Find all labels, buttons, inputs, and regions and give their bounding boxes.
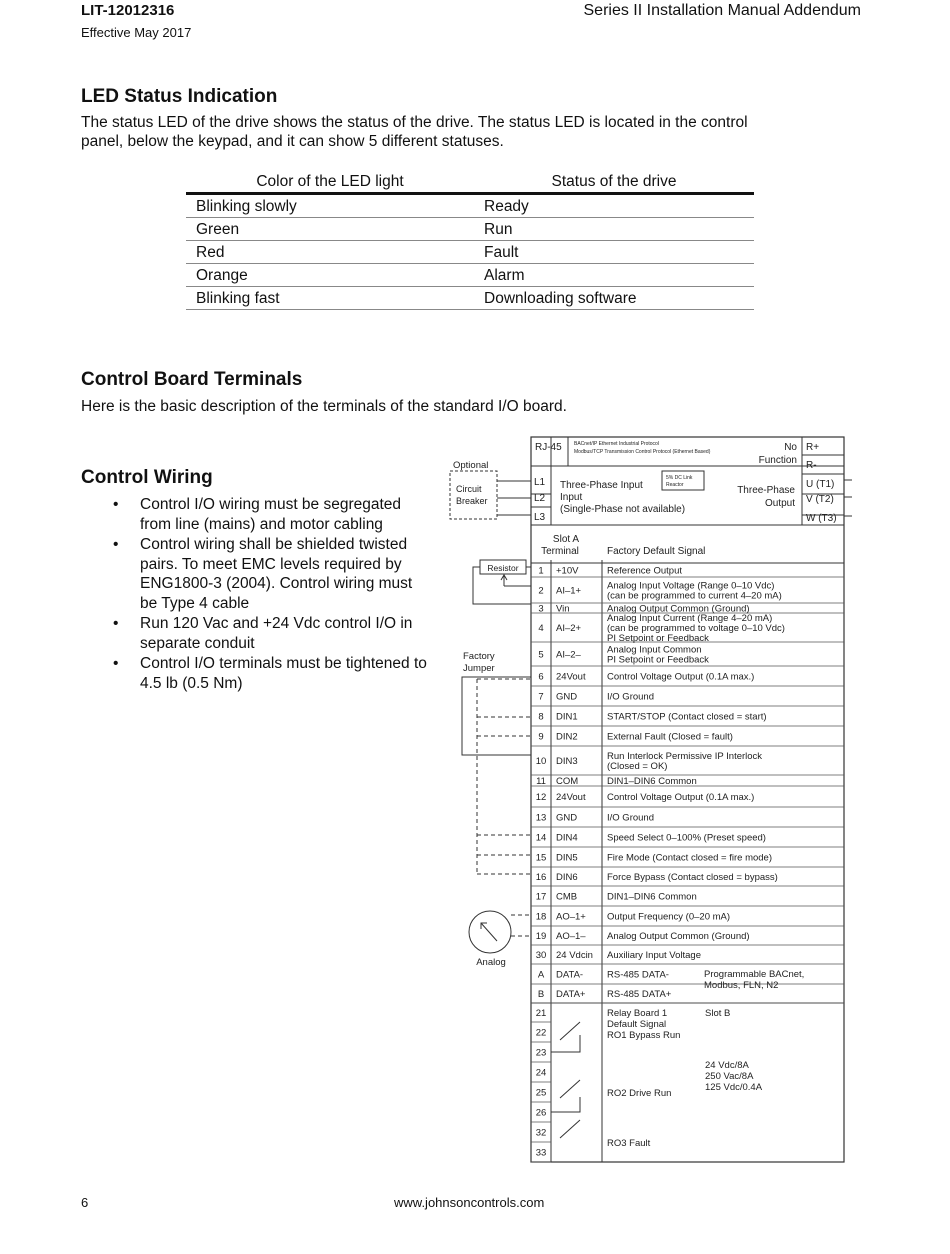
relay-rating: 24 Vdc/8A bbox=[705, 1060, 749, 1071]
terminal-name: DIN3 bbox=[556, 756, 578, 767]
terminal-number: 15 bbox=[535, 852, 547, 864]
terminal-description: Reference Output bbox=[607, 565, 682, 577]
terminal-name: COM bbox=[556, 776, 579, 787]
terminal-description: I/O Ground bbox=[607, 691, 654, 703]
led-color-cell: Orange bbox=[186, 264, 474, 287]
terminal-number: A bbox=[537, 969, 545, 981]
relay-board-label: RO1 Bypass Run bbox=[607, 1030, 681, 1041]
terminal-description: START/STOP (Contact closed = start) bbox=[607, 711, 767, 723]
led-status-table bbox=[186, 170, 754, 310]
optional-label: Optional bbox=[453, 460, 489, 471]
relay-terminal-number: 33 bbox=[535, 1147, 547, 1159]
document-id: LIT-12012316 bbox=[81, 2, 175, 19]
control-wiring-diagram bbox=[440, 430, 870, 1170]
terminal-description: External Fault (Closed = fault) bbox=[607, 731, 733, 743]
table-row bbox=[186, 218, 754, 241]
analog-label: Analog bbox=[476, 957, 506, 968]
terminals-description: Here is the basic description of the terminals of the standard I/O board. bbox=[81, 398, 567, 415]
relay-board-label: Relay Board 1 bbox=[607, 1008, 668, 1019]
input-label: Input bbox=[560, 492, 583, 503]
terminal-number: 1 bbox=[538, 565, 544, 577]
terminal-name: DATA+ bbox=[556, 989, 586, 1000]
slot-a-label: Terminal bbox=[541, 546, 579, 557]
terminal-name: GND bbox=[556, 812, 578, 824]
table-row bbox=[186, 194, 754, 218]
effective-date: Effective May 2017 bbox=[81, 25, 192, 40]
wiring-section-heading: Control Wiring bbox=[81, 467, 213, 488]
relay-terminal-number: 22 bbox=[535, 1027, 547, 1039]
terminal-number: 9 bbox=[538, 731, 544, 743]
relay-terminal-number: 25 bbox=[535, 1087, 547, 1099]
terminal-description: Control Voltage Output (0.1A max.) bbox=[607, 671, 755, 683]
relay-terminal-number: 21 bbox=[535, 1008, 547, 1019]
wiring-bullet-list bbox=[110, 495, 430, 694]
output-terminal: W (T3) bbox=[806, 513, 837, 524]
terminal-name: +10V bbox=[556, 565, 579, 577]
terminals-section-heading: Control Board Terminals bbox=[81, 369, 303, 390]
rj45-label: RJ-45 bbox=[535, 442, 562, 453]
input-label: (Single-Phase not available) bbox=[560, 504, 686, 515]
terminal-description: Analog Output Common (Ground) bbox=[607, 931, 750, 942]
no-function-label: No bbox=[784, 442, 797, 453]
terminal-name: DATA- bbox=[556, 969, 584, 981]
table-row bbox=[186, 264, 754, 287]
line-terminal: L2 bbox=[534, 493, 546, 504]
terminal-number: 5 bbox=[538, 649, 544, 661]
no-function-label: Function bbox=[758, 455, 797, 466]
r-terminal: R- bbox=[806, 460, 817, 471]
factory-jumper-label: Jumper bbox=[463, 663, 495, 674]
ro2-label: RO2 Drive Run bbox=[607, 1088, 672, 1099]
output-label: Output bbox=[764, 498, 795, 509]
relay-terminal-number: 24 bbox=[535, 1067, 547, 1079]
terminal-description: Output Frequency (0–20 mA) bbox=[607, 911, 731, 923]
breaker-label: Breaker bbox=[456, 496, 488, 506]
terminal-number: 4 bbox=[538, 623, 544, 634]
terminal-description: RS-485 DATA- bbox=[607, 969, 669, 981]
terminal-description: I/O Ground bbox=[607, 812, 654, 824]
column-header-status: Status of the drive bbox=[474, 170, 754, 194]
list-item: • Control I/O wiring must be segregated from line (mains) and motor cabling bbox=[110, 495, 430, 534]
list-item: • Control I/O terminals must be tightened to 4.5 lb (0.5 Nm) bbox=[110, 654, 430, 693]
terminal-number: 16 bbox=[535, 872, 547, 883]
terminal-description: Auxiliary Input Voltage bbox=[607, 950, 702, 961]
line-terminal: L1 bbox=[534, 477, 546, 488]
led-color-cell: Blinking slowly bbox=[186, 194, 474, 218]
table-row bbox=[186, 241, 754, 264]
r-terminal: R+ bbox=[806, 442, 820, 453]
terminal-description: (can be programmed to voltage 0–10 Vdc) bbox=[607, 623, 785, 634]
terminal-description: PI Setpoint or Feedback bbox=[607, 633, 709, 644]
protocol-line: Modbus/TCP Transmission Control Protocol (Ethernet Based) bbox=[574, 449, 711, 455]
terminal-name: Vin bbox=[556, 603, 570, 615]
slot-a-label: Slot A bbox=[552, 534, 580, 545]
resistor-label: Resistor bbox=[487, 563, 519, 573]
terminal-description: DIN1–DIN6 Common bbox=[607, 891, 697, 903]
terminal-name: AI–2– bbox=[556, 649, 581, 661]
led-color-cell: Blinking fast bbox=[186, 287, 474, 310]
terminal-name: 24 Vdcin bbox=[556, 950, 593, 961]
terminal-description: Analog Input Voltage (Range 0–10 Vdc) bbox=[607, 580, 775, 592]
terminal-description: (Closed = OK) bbox=[607, 761, 668, 772]
column-header-color: Color of the LED light bbox=[186, 170, 474, 194]
terminal-description: RS-485 DATA+ bbox=[607, 989, 672, 1000]
terminal-number: 30 bbox=[535, 950, 547, 961]
terminal-description: Run Interlock Permissive IP Interlock bbox=[607, 751, 763, 762]
bacnet-note: Modbus, FLN, N2 bbox=[704, 980, 779, 991]
manual-title: Series II Installation Manual Addendum bbox=[583, 2, 861, 19]
terminal-number: 17 bbox=[535, 891, 547, 903]
terminal-number: 6 bbox=[538, 671, 544, 683]
reactor-label: Reactor bbox=[666, 482, 684, 488]
output-terminal: V (T2) bbox=[806, 494, 834, 505]
terminal-name: AI–1+ bbox=[556, 585, 582, 597]
terminal-number: 13 bbox=[535, 812, 547, 824]
terminal-name: DIN6 bbox=[556, 872, 578, 883]
breaker-label: Circuit bbox=[456, 484, 482, 494]
terminal-number: 12 bbox=[535, 792, 547, 803]
drive-status-cell: Fault bbox=[474, 241, 754, 264]
drive-status-cell: Ready bbox=[474, 194, 754, 218]
relay-rating: 250 Vac/8A bbox=[705, 1071, 754, 1082]
terminal-number: 3 bbox=[538, 603, 544, 615]
terminal-number: B bbox=[537, 989, 545, 1000]
bacnet-note: Programmable BACnet, bbox=[704, 969, 805, 980]
terminal-description: (can be programmed to current 4–20 mA) bbox=[607, 590, 782, 602]
drive-status-cell: Alarm bbox=[474, 264, 754, 287]
terminal-number: 14 bbox=[535, 832, 547, 844]
reactor-label: 5% DC Link bbox=[666, 475, 693, 481]
factory-jumper-label: Factory bbox=[463, 651, 495, 662]
factory-signal-header: Factory Default Signal bbox=[607, 546, 706, 557]
list-item: • Run 120 Vac and +24 Vdc control I/O in separate conduit bbox=[110, 614, 430, 653]
terminal-name: AO–1+ bbox=[556, 911, 586, 923]
terminal-name: CMB bbox=[556, 891, 578, 903]
output-label: Three-Phase bbox=[737, 485, 795, 496]
input-label: Three-Phase Input bbox=[560, 480, 643, 491]
terminal-number: 10 bbox=[535, 756, 547, 767]
footer-url: www.johnsoncontrols.com bbox=[394, 1195, 545, 1210]
terminal-description: Analog Input Current (Range 4–20 mA) bbox=[607, 613, 773, 624]
terminal-number: 8 bbox=[538, 711, 544, 723]
terminal-number: 2 bbox=[538, 585, 544, 597]
table-row bbox=[186, 287, 754, 310]
terminal-description: Fire Mode (Contact closed = fire mode) bbox=[607, 852, 772, 864]
terminal-name: DIN1 bbox=[556, 711, 578, 723]
ro3-label: RO3 Fault bbox=[607, 1138, 651, 1149]
page-number: 6 bbox=[81, 1195, 89, 1210]
drive-status-cell: Run bbox=[474, 218, 754, 241]
line-terminal: L3 bbox=[534, 512, 546, 523]
terminal-name: 24Vout bbox=[556, 792, 586, 803]
table-header-row bbox=[186, 170, 754, 194]
terminal-description: Analog Output Common (Ground) bbox=[607, 603, 750, 615]
terminal-name: GND bbox=[556, 691, 578, 703]
terminal-description: Analog Input Common bbox=[607, 644, 702, 656]
terminal-description: Force Bypass (Contact closed = bypass) bbox=[607, 872, 778, 883]
relay-terminal-number: 23 bbox=[535, 1047, 547, 1059]
terminal-description: Control Voltage Output (0.1A max.) bbox=[607, 792, 755, 803]
terminal-description: Speed Select 0–100% (Preset speed) bbox=[607, 832, 766, 844]
led-section-heading: LED Status Indication bbox=[81, 86, 278, 107]
terminal-name: DIN5 bbox=[556, 852, 578, 864]
relay-rating: 125 Vdc/0.4A bbox=[705, 1082, 763, 1093]
terminal-description: DIN1–DIN6 Common bbox=[607, 776, 697, 787]
terminal-name: 24Vout bbox=[556, 671, 586, 683]
terminal-name: DIN2 bbox=[556, 731, 578, 743]
led-color-cell: Green bbox=[186, 218, 474, 241]
slot-b-label: Slot B bbox=[705, 1008, 731, 1019]
list-item: • Control wiring shall be shielded twisted pairs. To meet EMC levels required by ENG1800-3 (2004). Control wiring must be Type 4 cable bbox=[110, 535, 430, 613]
protocol-line: BACnet/IP Ethernet Industrial Protocol bbox=[574, 441, 659, 447]
terminal-description: PI Setpoint or Feedback bbox=[607, 654, 709, 666]
terminal-number: 11 bbox=[536, 776, 546, 787]
terminal-name: AI–2+ bbox=[556, 623, 582, 634]
led-color-cell: Red bbox=[186, 241, 474, 264]
terminal-name: AO–1– bbox=[556, 931, 586, 942]
led-description: The status LED of the drive shows the status of the drive. The status LED is located in the control panel, below the keypad, and it can show 5 different statuses. bbox=[81, 114, 748, 150]
output-terminal: U (T1) bbox=[806, 479, 835, 490]
terminal-number: 19 bbox=[535, 931, 547, 942]
terminal-name: DIN4 bbox=[556, 832, 578, 844]
relay-terminal-number: 26 bbox=[535, 1107, 547, 1119]
terminal-number: 7 bbox=[538, 691, 544, 703]
drive-status-cell: Downloading software bbox=[474, 287, 754, 310]
relay-terminal-number: 32 bbox=[535, 1127, 547, 1139]
terminal-number: 18 bbox=[535, 911, 547, 923]
relay-board-label: Default Signal bbox=[607, 1019, 667, 1030]
